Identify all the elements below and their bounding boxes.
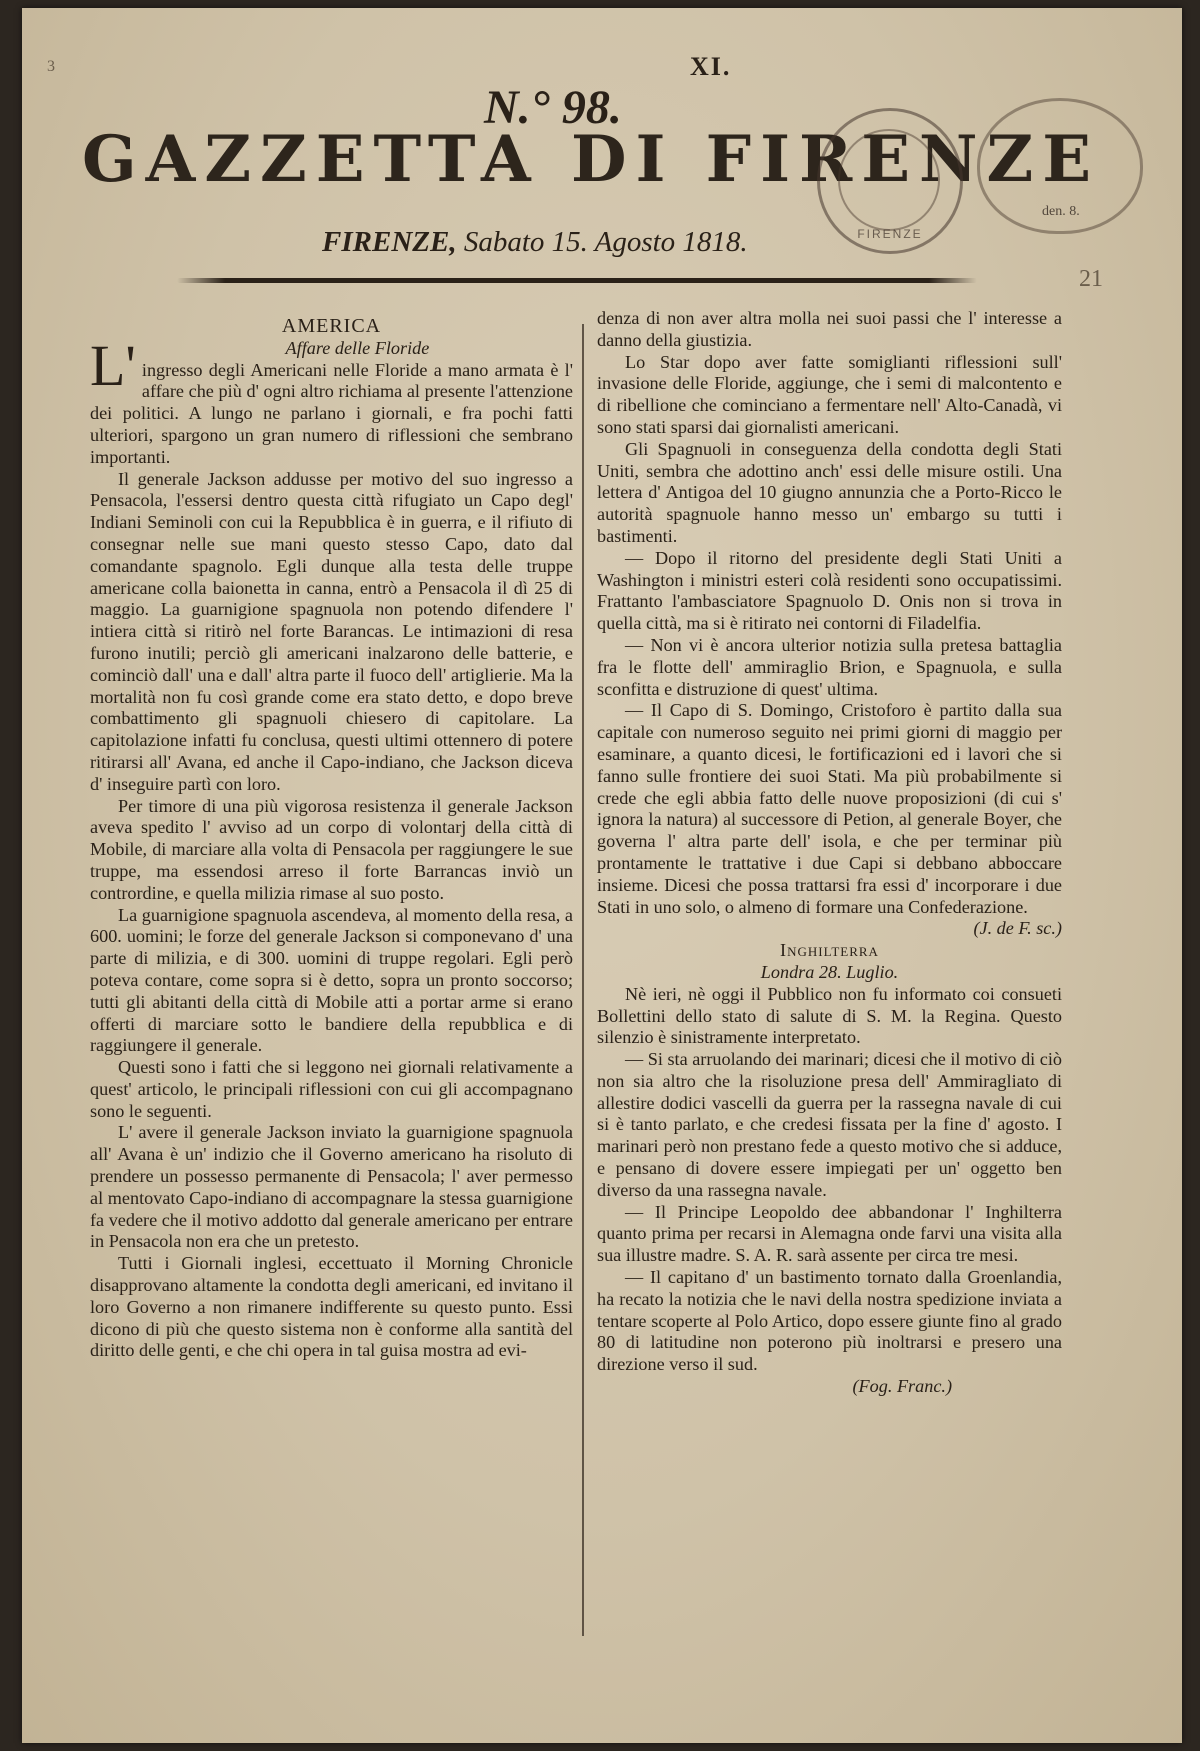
news-dateline: Londra 28. Luglio. <box>760 961 899 982</box>
newspaper-page <box>22 8 1182 1743</box>
article-paragraph: Tutti i Giornali inglesi, eccettuato il Morning Chronicle disapprovano altamente la condotta degli americani, ed invitano il loro Governo a non rimanere indifferente su questo punto. Essi dicono di più che questo sistema non è conforme alla santità del diritto delle genti, e che chi opera in tal guisa mostra ad evi- <box>90 1253 573 1361</box>
article-paragraph: Lo Star dopo aver fatte somiglianti riflessioni sull' invasione delle Floride, aggiunge, che i semi di malcontento e di ribellione che cominciano a fermentare nell' Alto-Canadà, vi sono stati sparsi dai giornalisti americani. <box>597 351 1062 437</box>
right-column <box>597 308 1062 1398</box>
article-paragraph: — Non vi è ancora ulterior notizia sulla pretesa battaglia fra le flotte dell' ammiraglio Brion, e Spagnuola, e sulla sconfitta e distruzione di quest' ultima. <box>597 634 1062 699</box>
article-paragraph: — Il Capo di S. Domingo, Cristoforo è partito dalla sua capitale con numeroso seguito nei primi giorni di maggio per esaminare, a quanto dicesi, le fortificazioni ed i lavori che si fanno sulle frontiere dei suoi Stati. Ma più probabilmente si crede che egli abbia fatto delle nuove proposizioni (di cui s' ignora la natura) al successore di Petion, al generale Boyer, che governa l' altra parte dell' isola, e che per terminar più prontamente le trattative i due Capi si debbano abboccare insieme. Dicesi che possa trattarsi fra essi d' incorporare i due Stati in uno solo, o almeno di formare una Confederazione. <box>597 700 1062 917</box>
article-subhead: Affare delle Floride <box>285 337 430 358</box>
section-heading-inghilterra: Inghilterra <box>780 940 879 961</box>
volume-number: XI. <box>690 52 732 81</box>
article-paragraph: Gli Spagnuoli in conseguenza della condotta degli Stati Uniti, sembra che adottino anch' essi delle misure ostili. Una lettera d' Antigoa del 10 giugno annunzia che a Porto-Ricco le autorità spagnuole hanno messo un' embargo su tutti i bastimenti. <box>597 438 1062 546</box>
article-paragraph: — Si sta arruolando dei marinari; dicesi che il motivo di ciò non sia altro che la risoluzione presa dell' Ammiragliato di allestire dodici vascelli da guerra per la rassegna navale di cui si è tanto parlato, e che credesi fissata per la fine d' agosto. I marinari però non prestano fede a questo motivo che si adduce, e pensano di dovere essere impiegati per un' oggetto ben diverso da una rassegna navale. <box>597 1049 1062 1200</box>
tax-stamp-denomination: den. 8. <box>1042 204 1080 219</box>
article-paragraph: L' avere il generale Jackson inviato la guarnigione spagnuola all' Avana è un' indizio che il Governo americano ha risoluto di prendere un possesso permanente di Pensacola; l' aver permesso al mentovato Capo-indiano di accompagnare la stessa guarnigione fa vedere che il motivo addotto dal generale americano per entrare in Pensacola non era che un pretesto. <box>90 1122 573 1252</box>
source-credit: (Fog. Franc.) <box>852 1376 952 1397</box>
article-paragraph: Per timore di una più vigorosa resistenza il generale Jackson aveva spedito l' avviso ad un corpo di volontarj della città di Mobile, di marciare alla volta di Pensacola per raggiungere le sue truppe, ma essendosi arreso il forte Barrancas inviò un contrordine, e quella milizia rimase al suo posto. <box>90 795 573 903</box>
section-heading-america: AMERICA <box>281 315 382 337</box>
drop-cap: L' <box>90 332 136 398</box>
masthead-rule <box>177 278 977 283</box>
postal-stamp-text: FIRENZE <box>857 227 923 241</box>
dateline <box>322 226 882 259</box>
column-divider <box>582 324 584 1636</box>
article-paragraph: denza di non aver altra molla nei suoi passi che l' interesse a danno della giustizia. <box>597 308 1062 350</box>
article-paragraph: — Dopo il ritorno del presidente degli Stati Uniti a Washington i ministri esteri colà residenti sono occupatissimi. Frattanto l'ambasciatore Spagnuolo D. Onis non si trova in quella città, ma si è ritirato nei contorni di Filadelfia. <box>597 547 1062 634</box>
article-paragraph: — Il Principe Leopoldo dee abbandonar l' Inghilterra quanto prima per recarsi in Alemagna onde farvi una visita alla sua illustre madre. S. A. R. sarà assente per circa tre mesi. <box>597 1201 1062 1266</box>
left-column <box>90 316 573 1362</box>
article-paragraph: — Il capitano d' un bastimento tornato dalla Groenlandia, ha recato la notizia che le navi della nostra spedizione inviata a tentare scoperte al Polo Artico, dopo essere giunte fino al grado 80 di latitudine non poterono più inoltrarsi e presero una direzione verso il sud. <box>597 1267 1062 1375</box>
article-paragraph: ingresso degli Americani nelle Floride a mano armata è l' affare che più d' ogni altro richiama al presente l'attenzione dei politici. A lungo ne parlano i giornali, e fra pochi fatti ulteriori, spargono un gran numero di riflessioni che sembrano importanti. <box>90 359 573 467</box>
article-paragraph: Questi sono i fatti che si leggono nei giornali relativamente a quest' articolo, le principali riflessioni con cui gli accompagnano sono le seguenti. <box>90 1057 573 1121</box>
masthead-title: GAZZETTA DI FIRENZE <box>82 122 1100 197</box>
tax-stamp <box>977 98 1143 234</box>
issue-number: N.° 98. <box>484 81 622 134</box>
side-folio-number: 21 <box>1079 266 1103 292</box>
corner-page-number: 3 <box>47 58 55 75</box>
article-paragraph: La guarnigione spagnuola ascendeva, al momento della resa, a 600. uomini; le forze del generale Jackson si componevano d' una parte di milizia, e di 300. uomini di truppe regolari. Egli però poteva contare, come sopra si è detto, sopra un pronto soccorso; tutti gli abitanti della città di Mobile atti a portar arme si erano offerti di marciare sotto le bandiere della repubblica e di raggiungere il generale. <box>90 904 573 1056</box>
dateline-city: FIRENZE, <box>322 226 457 258</box>
article-paragraph: Nè ieri, nè oggi il Pubblico non fu informato coi consueti Bollettini dello stato di salute di S. M. la Regina. Questo silenzio è sinistramente interpretato. <box>597 983 1062 1048</box>
lead-paragraph <box>90 332 573 469</box>
article-paragraph: Il generale Jackson addusse per motivo del suo ingresso a Pensacola, l'essersi dentro questa città rifugiato un Capo degl' Indiani Seminoli con cui la Repubblica è in guerra, e il rifiuto di consegnar nelle sue mani questo stesso Capo, dato dal comandante spagnolo. Egli dunque alla testa delle truppe americane colla baionetta in canna, entrò a Pensacola il dì 25 di maggio. La guarnigione spagnuola non potendo difendere l' intiera città si ritirò nel forte Barancas. Le intimazioni di resa furono inutili; perciò gli americani inalzarono delle batterie, e cominciò dall' una e dall' altra parte il fuoco dell' artiglierie. Ma la mortalità non fu così grande come era stato detto, e dopo breve combattimento gli spagnuoli chiesero di capitolare. La capitolazione infatti fu conclusa, questi ultimi ottennero di potere ritirarsi all' Avana, ed anche il Capo-indiano, che Jackson diceva d' inseguire partì con loro. <box>90 468 573 794</box>
source-credit: (J. de F. sc.) <box>973 918 1062 939</box>
dateline-date: Sabato 15. Agosto 1818. <box>463 226 748 258</box>
postal-stamp-inner-ring <box>838 129 940 231</box>
